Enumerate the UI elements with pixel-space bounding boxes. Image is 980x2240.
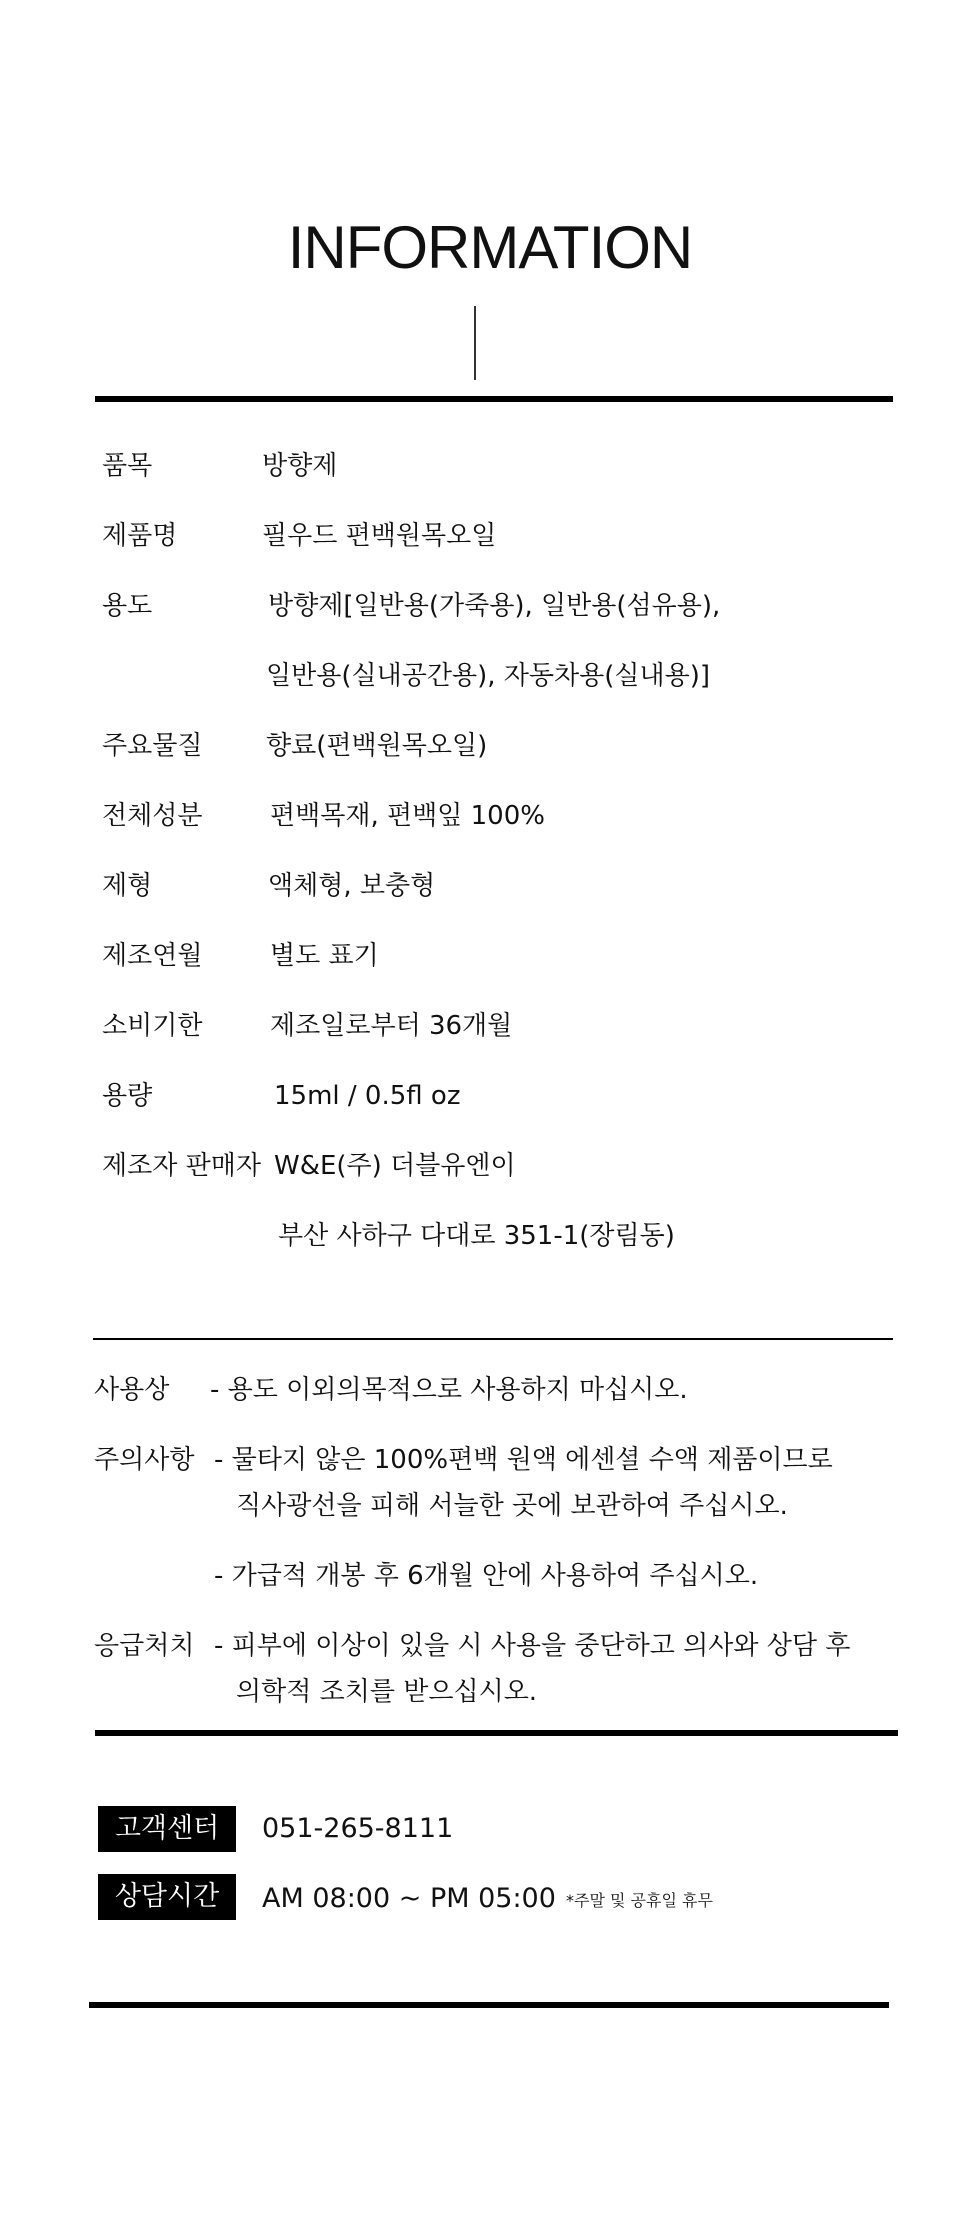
emergency-label: 응급처치 xyxy=(94,1631,195,1661)
info-label: 제품명 xyxy=(102,521,178,551)
page-title: INFORMATION xyxy=(287,214,693,281)
consult-hours-note: *주말 및 공휴일 휴무 xyxy=(566,1891,713,1910)
info-label: 용량 xyxy=(102,1081,153,1111)
info-value: 액체형, 보충형 xyxy=(268,871,436,901)
info-value: 제조일로부터 36개월 xyxy=(270,1011,513,1041)
notes-line-1: - 물타지 않은 100%편백 원액 에센셜 수액 제품이므로 xyxy=(214,1445,833,1475)
info-label: 용도 xyxy=(102,591,153,621)
usage-line: - 용도 이외의목적으로 사용하지 마십시오. xyxy=(210,1375,688,1405)
info-value: 15ml / 0.5fl oz xyxy=(274,1081,461,1111)
title-divider xyxy=(474,306,476,380)
info-value: 부산 사하구 다대로 351-1(장림동) xyxy=(278,1221,675,1251)
consult-hours-badge: 상담시간 xyxy=(98,1874,236,1920)
customer-center-phone: 051-265-8111 xyxy=(262,1813,454,1844)
consult-hours-value: AM 08:00 ~ PM 05:00 xyxy=(262,1883,556,1914)
info-label: 제형 xyxy=(102,871,153,901)
bottom-rule xyxy=(89,2002,889,2008)
info-label: 주요물질 xyxy=(102,731,203,761)
info-value: 편백목재, 편백잎 100% xyxy=(270,801,545,831)
caution-bottom-rule xyxy=(95,1730,898,1736)
info-value: 향료(편백원목오일) xyxy=(266,731,488,761)
info-value: 필우드 편백원목오일 xyxy=(262,521,497,551)
info-label: 제조연월 xyxy=(102,941,203,971)
notes-label: 주의사항 xyxy=(94,1445,195,1475)
info-label: 소비기한 xyxy=(102,1011,203,1041)
info-value: 일반용(실내공간용), 자동차용(실내용)] xyxy=(266,661,710,691)
emergency-line-2: 의학적 조치를 받으십시오. xyxy=(236,1677,538,1707)
usage-label: 사용상 xyxy=(94,1375,170,1405)
notes-line-2: 직사광선을 피해 서늘한 곳에 보관하여 주십시오. xyxy=(236,1491,788,1521)
notes-line-3: - 가급적 개봉 후 6개월 안에 사용하여 주십시오. xyxy=(214,1561,759,1591)
info-value: 방향제[일반용(가죽용), 일반용(섬유용), xyxy=(268,591,721,621)
customer-center-badge: 고객센터 xyxy=(98,1806,236,1852)
info-label: 품목 xyxy=(102,451,153,481)
info-value: W&E(주) 더블유엔이 xyxy=(274,1151,516,1181)
middle-rule xyxy=(93,1338,893,1340)
info-value: 별도 표기 xyxy=(270,941,379,971)
info-value: 방향제 xyxy=(262,451,338,481)
info-label: 전체성분 xyxy=(102,801,203,831)
info-label: 제조자 판매자 xyxy=(102,1151,261,1181)
emergency-line-1: - 피부에 이상이 있을 시 사용을 중단하고 의사와 상담 후 xyxy=(214,1631,851,1661)
top-rule xyxy=(95,396,893,402)
